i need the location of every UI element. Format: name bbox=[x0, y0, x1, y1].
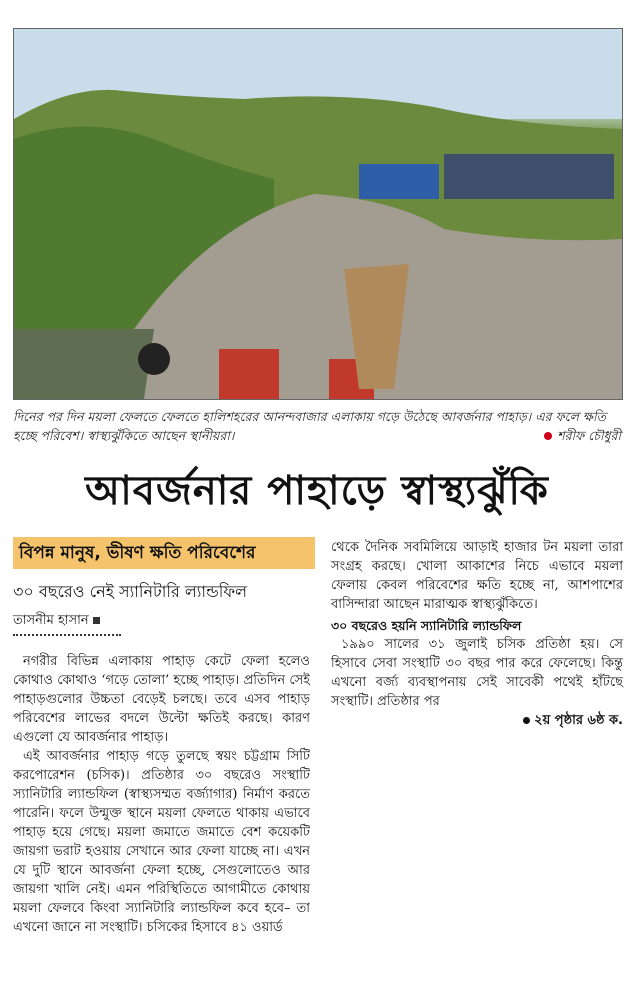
byline bbox=[13, 612, 315, 630]
paragraph: নগরীর বিভিন্ন এলাকায় পাহাড় কেটে ফেলা হলেও কোথাও কোথাও ‘গড়ে তোলা’ হচ্ছে পাহাড়। প্রতিদিন সেই পাহাড়গুলোর উচ্চতা বেড়েই চলছে। তবে এসব পাহাড় পরিবেশের লাভের বদলে উল্টো ক্ষতিই করছে। কারণ এগুলো যে আবর্জনার পাহাড়। bbox=[13, 654, 310, 745]
byline-author: তাসনীম হাসান bbox=[13, 613, 89, 628]
photo-credit-name: শরীফ চৌধুরী bbox=[557, 428, 621, 443]
continued-note-text: ২য় পৃষ্ঠার ৬ষ্ঠ ক. bbox=[534, 713, 623, 728]
kicker: বিপন্ন মানুষ, ভীষণ ক্ষতি পরিবেশের bbox=[13, 537, 315, 569]
caption-text: দিনের পর দিন ময়লা ফেলতে ফেলতে হালিশহরের আনন্দবাজার এলাকায় গড়ে উঠেছে আবর্জনার পাহাড়। এর ফলে ক্ষতি হচ্ছে পরিবেশ। স্বাস্থ্যঝুঁকিতে আছেন স্থানীয়রা। bbox=[13, 409, 606, 443]
subheadline: ৩০ বছরেও নেই স্যানিটারি ল্যান্ডফিল bbox=[13, 582, 248, 601]
paragraph: এই আবর্জনার পাহাড় গড়ে তুলছে স্বয়ং চট্টগ্রাম সিটি করপোরেশন (চসিক)। প্রতিষ্ঠার ৩০ বছরেও সংস্থাটি স্যানিটারি ল্যান্ডফিল (স্বাস্থ্যসম্মত বর্জ্যাগার) নির্মাণ করতে পারেনি। ফলে উন্মুক্ত স্থানে ময়লা ফেলতে থাকায় এভাবে পাহাড় হয়ে গেছে। ময়লা জমাতে জমাতে বেশ কয়েকটি জায়গা ভরাট হওয়ায় সেখানে আর ফেলা যাচ্ছে না। এখন যে দুটি স্থানে আবর্জনা ফেলা হচ্ছে, সেগুলোতেও আর জায়গা খালি নেই। এমন পরিস্থিতিতে আগামীতে কোথায় ময়লা ফেলবে কিংবা স্যানিটারি ল্যান্ডফিল কবে হবে– তা এখনো জানে না সংস্থাটি। চসিকের হিসাবে ৪১ ওয়ার্ড bbox=[13, 749, 310, 935]
inline-subheading: ৩০ বছরেও হয়নি স্যানিটারি ল্যান্ডফিল bbox=[331, 618, 522, 633]
photo-credit bbox=[544, 426, 621, 445]
bullet-icon bbox=[523, 717, 530, 724]
red-dot-icon bbox=[544, 432, 552, 440]
headline: আবর্জনার পাহাড়ে স্বাস্থ্যঝুঁকি bbox=[85, 468, 549, 514]
paragraph: থেকে দৈনিক সবমিলিয়ে আড়াই হাজার টন ময়লা তারা সংগ্রহ করছে। খোলা আকাশের নিচে এভাবে ময়লা ফেলায় কেবল পরিবেশের ক্ষতি হচ্ছে না, আশপাশের বাসিন্দারা আছেন মারাত্মক স্বাস্থ্যঝুঁকিতে। bbox=[331, 540, 623, 612]
byline-divider bbox=[13, 634, 121, 636]
square-bullet-icon bbox=[93, 617, 100, 624]
paragraph: ১৯৯০ সালের ৩১ জুলাই চসিক প্রতিষ্ঠা হয়। সে হিসাবে সেবা সংস্থাটি ৩০ বছর পার করে ফেলেছে। কিন্তু এখনো বর্জ্য ব্যবস্থাপনায় সেই সাবেকী পথেই হাঁটছে সংস্থাটি। প্রতিষ্ঠার পর bbox=[331, 637, 623, 709]
landfill-photo bbox=[13, 28, 623, 400]
article-column-2 bbox=[331, 538, 623, 730]
photo-caption bbox=[13, 407, 621, 445]
article-column-1 bbox=[13, 652, 310, 977]
landfill-scene-illustration bbox=[14, 29, 622, 399]
continued-note bbox=[331, 711, 623, 730]
